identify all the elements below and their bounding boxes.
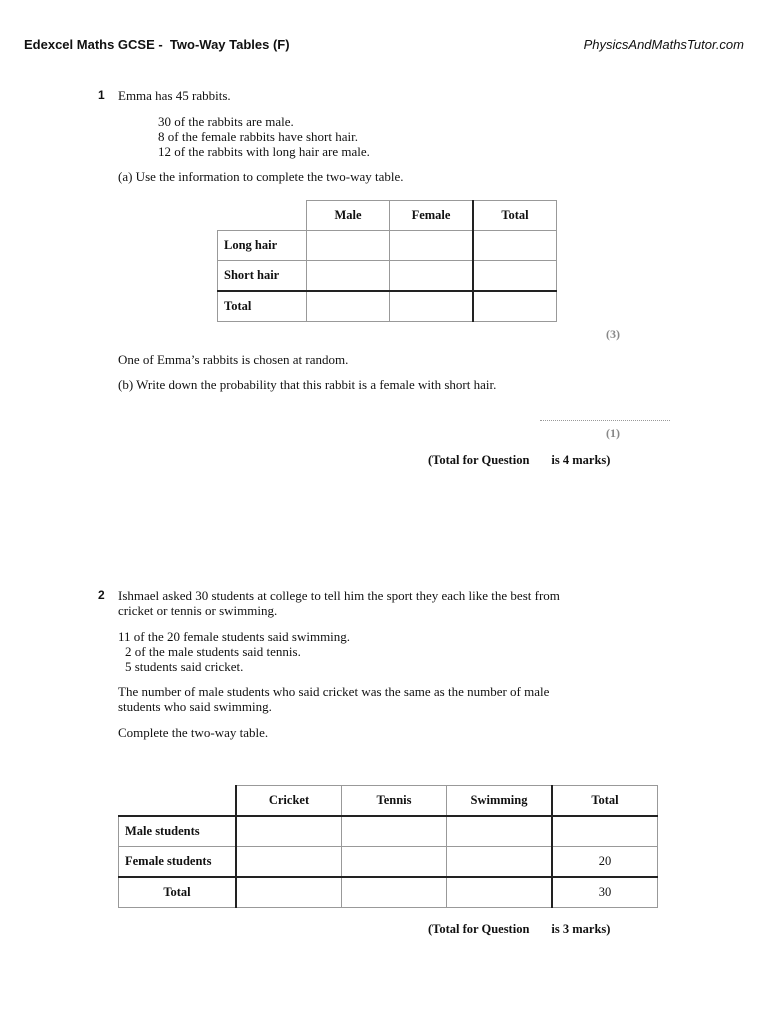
- total-label: (Total for Question: [428, 922, 530, 936]
- question-1-intro: Emma has 45 rabbits.: [118, 88, 231, 103]
- question-2-intro: Ishmael asked 30 students at college to tell him the sport they each like the best from: [118, 588, 560, 603]
- column-header-total: Total: [552, 786, 658, 817]
- question-2-fact: 5 students said cricket.: [125, 659, 244, 674]
- answer-cell[interactable]: [447, 816, 553, 847]
- question-1-fact: 30 of the rabbits are male.: [158, 114, 294, 129]
- answer-cell[interactable]: [473, 261, 557, 292]
- table-corner: [218, 201, 307, 231]
- answer-cell[interactable]: [390, 261, 474, 292]
- answer-line[interactable]: [540, 420, 670, 421]
- column-header-male: Male: [307, 201, 390, 231]
- answer-cell[interactable]: [307, 291, 390, 322]
- table-row: [119, 877, 658, 908]
- answer-cell[interactable]: [447, 877, 553, 908]
- answer-cell[interactable]: [390, 291, 474, 322]
- table-corner: [119, 786, 237, 817]
- question-1-total-marks: [428, 453, 610, 468]
- answer-cell[interactable]: [236, 816, 342, 847]
- question-1-fact: 8 of the female rabbits have short hair.: [158, 129, 358, 144]
- grand-total-value: 30: [552, 877, 658, 908]
- question-2-fact: 11 of the 20 female students said swimming.: [118, 629, 351, 644]
- marks-part-b: (1): [606, 426, 620, 440]
- row-header-total: Total: [218, 291, 307, 322]
- question-1-number: 1: [98, 88, 105, 102]
- answer-cell[interactable]: [342, 816, 447, 847]
- column-header-cricket: Cricket: [236, 786, 342, 817]
- answer-cell[interactable]: [390, 231, 474, 261]
- question-2-instruction: Complete the two-way table.: [118, 725, 269, 740]
- row-header-long-hair: Long hair: [218, 231, 307, 261]
- table-header-row: [119, 786, 658, 817]
- table-row: [218, 261, 557, 292]
- random-selection-text: One of Emma’s rabbits is chosen at random.: [118, 352, 349, 367]
- question-2-fact: 2 of the male students said tennis.: [125, 644, 301, 659]
- answer-cell[interactable]: [473, 231, 557, 261]
- total-value: is 3 marks): [551, 922, 611, 936]
- question-2-condition: students who said swimming.: [118, 699, 272, 714]
- marks-part-a: (3): [606, 327, 620, 341]
- answer-cell[interactable]: [236, 847, 342, 878]
- row-header-total: Total: [119, 877, 237, 908]
- answer-cell[interactable]: [307, 231, 390, 261]
- document-title: Edexcel Maths GCSE - Two-Way Tables (F): [24, 37, 290, 52]
- table-row: [218, 231, 557, 261]
- answer-cell[interactable]: [552, 816, 658, 847]
- row-header-female-students: Female students: [119, 847, 237, 878]
- column-header-female: Female: [390, 201, 474, 231]
- table-row: [119, 816, 658, 847]
- site-name: PhysicsAndMathsTutor.com: [583, 37, 744, 52]
- question-1-fact: 12 of the rabbits with long hair are male.: [158, 144, 370, 159]
- question-2-condition: The number of male students who said cricket was the same as the number of male: [118, 684, 550, 699]
- question-1-part-a: (a) Use the information to complete the two-way table.: [118, 169, 404, 184]
- question-2-intro: cricket or tennis or swimming.: [118, 603, 278, 618]
- sports-two-way-table: [118, 785, 658, 908]
- answer-cell[interactable]: [473, 291, 557, 322]
- column-header-total: Total: [473, 201, 557, 231]
- total-value: is 4 marks): [551, 453, 611, 467]
- answer-cell[interactable]: [342, 847, 447, 878]
- column-header-tennis: Tennis: [342, 786, 447, 817]
- answer-cell[interactable]: [342, 877, 447, 908]
- question-2-number: 2: [98, 588, 105, 602]
- answer-cell[interactable]: [447, 847, 553, 878]
- answer-cell[interactable]: [307, 261, 390, 292]
- table-header-row: [218, 201, 557, 231]
- female-total-value: 20: [552, 847, 658, 878]
- rabbit-two-way-table: [217, 200, 557, 322]
- column-header-swimming: Swimming: [447, 786, 553, 817]
- row-header-short-hair: Short hair: [218, 261, 307, 292]
- question-2-total-marks: [428, 922, 610, 937]
- row-header-male-students: Male students: [119, 816, 237, 847]
- table-row: [218, 291, 557, 322]
- table-row: [119, 847, 658, 878]
- answer-cell[interactable]: [236, 877, 342, 908]
- question-1-part-b: (b) Write down the probability that this rabbit is a female with short hair.: [118, 377, 497, 392]
- total-label: (Total for Question: [428, 453, 530, 467]
